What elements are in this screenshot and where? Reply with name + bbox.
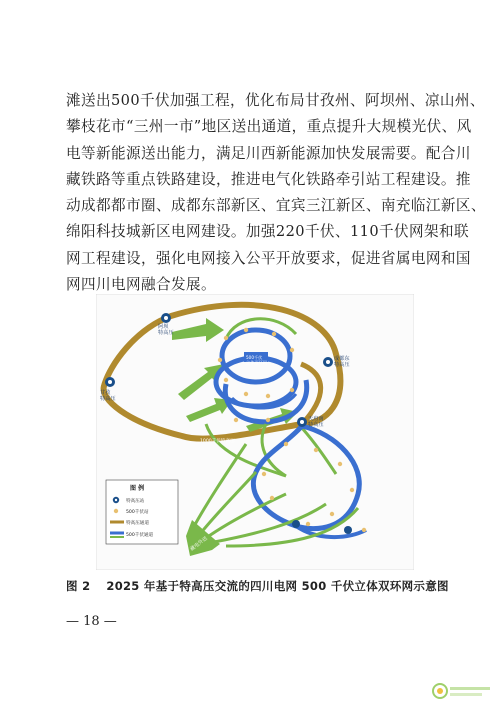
uhv-station-aba	[161, 313, 171, 323]
paragraph-line: 动成都都市圈、成都东部新区、宜宾三江新区、南充临江新区、	[66, 197, 486, 215]
grid-map-svg	[96, 294, 414, 570]
map-legend	[106, 480, 178, 544]
uhv-station-ganzi	[105, 377, 115, 387]
paragraph-line: 电等新能源送出能力，满足川西新能源加快发展需要。配合川	[66, 144, 471, 162]
page-number: — 18 —	[66, 614, 117, 629]
paragraph-line: 攀枝花市“三州一市”地区送出通道，重点提升大规模光伏、风	[66, 118, 472, 136]
uhv-station-chengdu-east	[323, 357, 333, 367]
watermark-logo	[430, 680, 494, 702]
outbound-label: 藏电外送	[189, 535, 209, 553]
legend-title: 图 例	[130, 485, 145, 492]
legend-uhv-station: 特高压站	[126, 499, 145, 504]
figure-caption	[66, 578, 449, 594]
paragraph-line: 绵阳科技城新区电网建设。加强220千伏、110千伏网架和联	[66, 223, 469, 241]
label-chengdu-east: 成都东特高压	[334, 356, 350, 368]
paragraph-line: 网四川电网融合发展。	[66, 276, 216, 294]
legend-500kv-station: 500千伏站	[126, 510, 149, 515]
label-tianfu-south: 天府南特高压	[308, 416, 324, 428]
uhv-station-tianfu-south	[297, 417, 307, 427]
label-aba: 阿坝特高压	[158, 324, 174, 336]
legend-500kv-corridor: 500千伏通道	[126, 533, 154, 538]
legend-uhv-corridor: 特高压通道	[126, 521, 149, 526]
label-ganzi: 甘孜特高压	[100, 390, 116, 402]
caption-number: 图 2	[66, 579, 91, 593]
caption-text: 2025 年基于特高压交流的四川电网 500 千伏立体双环网示意图	[106, 579, 449, 593]
ring-label: 500千伏立体双环网	[246, 355, 267, 365]
paragraph-line: 藏铁路等重点铁路建设，推进电气化铁路牵引站工程建设。推	[66, 170, 471, 188]
paragraph-line: 滩送出500千伏加强工程，优化布局甘孜州、阿坝州、凉山州、	[66, 92, 485, 109]
grid-map-figure	[96, 294, 414, 570]
corridor-label: 1000千伏特高压	[200, 439, 235, 444]
paragraph-line: 网工程建设，强化电网接入公平开放要求，促进省属电网和国	[66, 249, 471, 267]
body-paragraph	[66, 88, 486, 298]
